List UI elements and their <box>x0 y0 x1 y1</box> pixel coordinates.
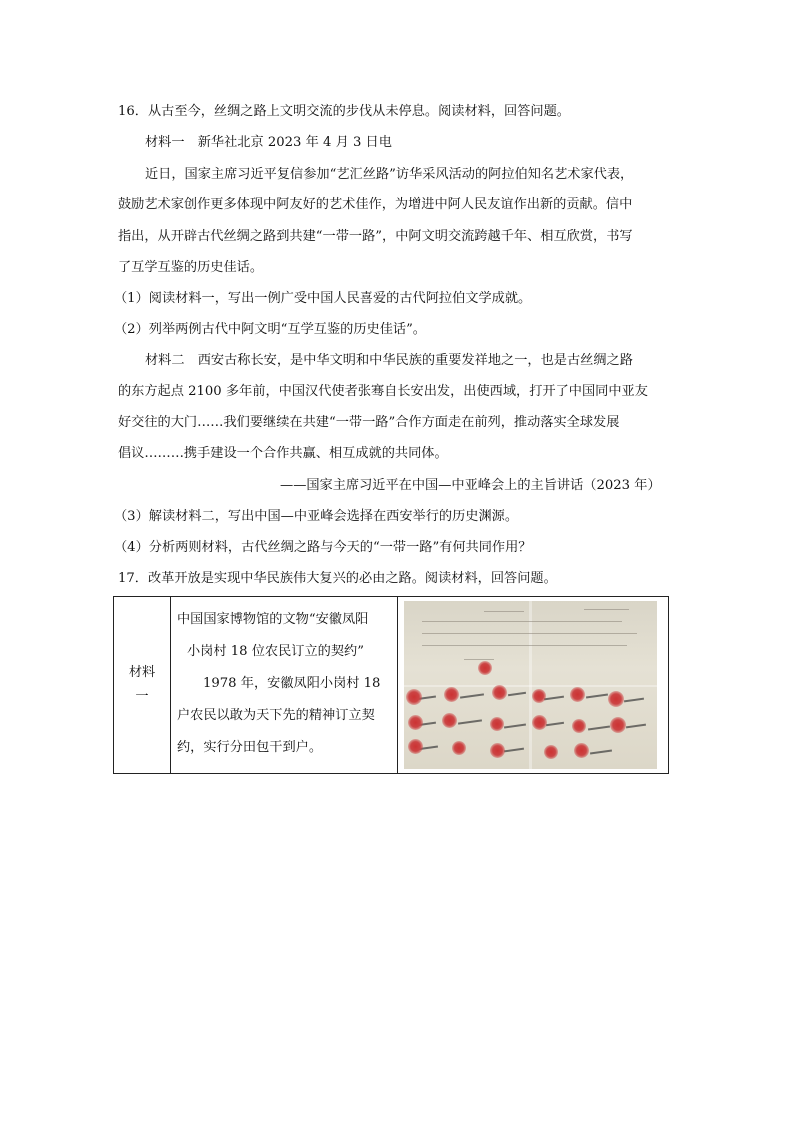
material-text-line: 中国国家博物馆的文物“安徽凤阳 <box>177 612 369 627</box>
material-table <box>113 596 669 774</box>
q16-material-2-source: ——国家主席习近平在中国—中亚峰会上的主旨讲话（2023 年） <box>280 478 661 493</box>
q16-subquestion-2: （2）列举两例古代中阿文明“互学互鉴的历史佳话”。 <box>114 322 426 337</box>
q16-stem: 16．从古至今，丝绸之路上文明交流的步伐从未停息。阅读材料，回答问题。 <box>118 104 570 119</box>
q16-material-2-line: 倡议………携手建设一个合作共赢、相互成就的共同体。 <box>118 446 448 461</box>
material-text-line: 小岗村 18 位农民订立的契约” <box>187 644 364 659</box>
q16-subquestion-4: （4）分析两则材料，古代丝绸之路与今天的“一带一路”有何共同作用？ <box>114 540 532 555</box>
q16-material-1-title: 材料一 新华社北京 2023 年 4 月 3 日电 <box>145 135 392 150</box>
contract-photo-cell <box>398 597 669 774</box>
material-label: 材料 <box>128 665 156 680</box>
material-text-line: 户农民以敢为天下先的精神订立契 <box>177 708 375 723</box>
material-label-cell <box>114 597 171 774</box>
q16-material-2-line: 的东方起点 2100 多年前，中国汉代使者张骞自长安出发，出使西域，打开了中国同中亚友 <box>118 384 648 399</box>
q16-material-1-line: 鼓励艺术家创作更多体现中阿友好的艺术佳作，为增进中阿人民友谊作出新的贡献。信中 <box>118 197 633 212</box>
q16-material-1-line: 了互学互鉴的历史佳话。 <box>118 260 264 275</box>
q17-stem: 17．改革开放是实现中华民族伟大复兴的必由之路。阅读材料，回答问题。 <box>118 571 557 586</box>
material-text-line: 1978 年，安徽凤阳小岗村 18 <box>203 676 381 691</box>
material-text-cell <box>171 597 398 774</box>
material-label-number: 一 <box>135 689 149 704</box>
q16-subquestion-3: （3）解读材料二，写出中国—中亚峰会选择在西安举行的历史渊源。 <box>114 509 519 524</box>
q16-subquestion-1: （1）阅读材料一，写出一例广受中国人民喜爱的古代阿拉伯文学成就。 <box>114 291 532 306</box>
q16-material-1-line: 指出，从开辟古代丝绸之路到共建“一带一路”，中阿文明交流跨越千年、相互欣赏，书写 <box>118 229 633 244</box>
q16-material-1-line: 近日，国家主席习近平复信参加“艺汇丝路”访华采风活动的阿拉伯知名艺术家代表， <box>145 167 634 182</box>
q16-material-2-line: 好交往的大门……我们要继续在共建“一带一路”合作方面走在前列，推动落实全球发展 <box>118 415 620 430</box>
q16-material-2-line: 材料二 西安古称长安，是中华文明和中华民族的重要发祥地之一，也是古丝绸之路 <box>145 353 633 368</box>
contract-photo <box>404 601 657 769</box>
material-text-line: 约，实行分田包干到户。 <box>177 740 323 755</box>
